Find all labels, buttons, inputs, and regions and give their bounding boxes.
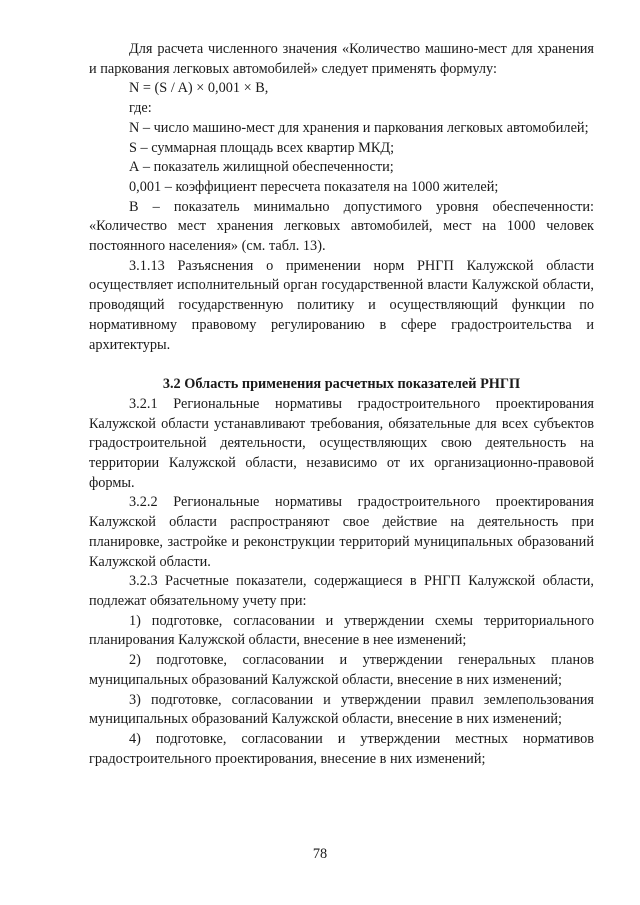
- formula: N = (S / A) × 0,001 × B,: [129, 80, 269, 97]
- section-heading: 3.2 Область применения расчетных показателей РНГП: [162, 376, 521, 393]
- list-item-3: 3) подготовке, согласовании и утверждении правил землепользования муниципальных образований Калужской области, внесение в них изменений;: [89, 691, 594, 728]
- text-body: [89, 40, 594, 769]
- paragraph-3-2-2: 3.2.2 Региональные нормативы градостроительного проектирования Калужской области распространяют свое действие на деятельность при планировке, застройке и реконструкции территорий муниципальных образований Калужской области.: [89, 494, 594, 570]
- paragraph-3-1-13: 3.1.13 Разъяснения о применении норм РНГП Калужской области осуществляет исполнительный орган государственной власти Калужской области, проводящий государственную политику и осуществляющий функции по нормативному правовому регулированию в сфере градостроительства и архитектуры.: [89, 257, 594, 353]
- list-item-2: 2) подготовке, согласовании и утверждении генеральных планов муниципальных образований Калужской области, внесение в них изменений;: [89, 652, 594, 688]
- definition-n: N – число машино-мест для хранения и паркования легковых автомобилей;: [129, 119, 589, 136]
- paragraph-formula-intro: Для расчета численного значения «Количество машино-мест для хранения и паркования легковых автомобилей» следует применять формулу:: [89, 41, 594, 77]
- definition-a: А – показатель жилищной обеспеченности;: [129, 159, 394, 176]
- paragraph-3-2-3: 3.2.3 Расчетные показатели, содержащиеся в РНГП Калужской области, подлежат обязательному учету при:: [89, 573, 594, 609]
- definition-b: В – показатель минимально допустимого уровня обеспеченности: «Количество мест хранения легковых автомобилей, мест на 1000 человек постоянного населения» (см. табл. 13).: [89, 198, 594, 255]
- list-item-4: 4) подготовке, согласовании и утверждении местных нормативов градостроительного проектирования, внесение в них изменений;: [89, 730, 594, 767]
- paragraph-3-2-1: 3.2.1 Региональные нормативы градостроительного проектирования Калужской области устанавливают требования, обязательные для всех субъектов градостроительной деятельности, осуществляющих свою деятельность на территории Калужской области, независимо от их организационно-правовой формы.: [89, 395, 594, 491]
- page-number: 78: [312, 846, 328, 862]
- definition-coefficient: 0,001 – коэффициент пересчета показателя на 1000 жителей;: [129, 178, 499, 195]
- definition-s: S – суммарная площадь всех квартир МКД;: [129, 139, 395, 156]
- list-item-1: 1) подготовке, согласовании и утверждении схемы территориального планирования Калужской области, внесение в нее изменений;: [89, 612, 594, 649]
- formula-where: где:: [129, 100, 152, 117]
